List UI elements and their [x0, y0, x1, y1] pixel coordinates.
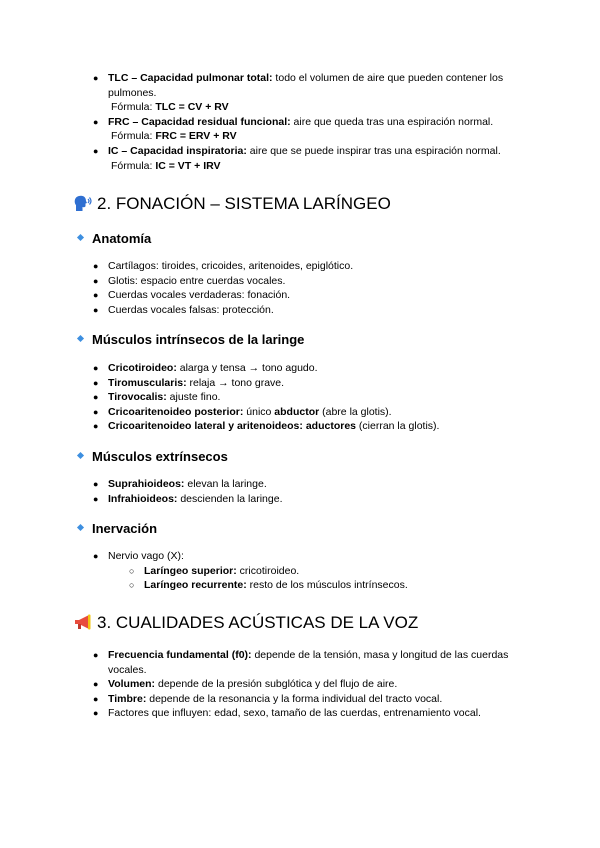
list-item: ● Cartílagos: tiroides, cricoides, aritenoides, epiglótico. — [93, 260, 354, 272]
formula-line: Fórmula: IC = VT + IRV — [111, 159, 221, 172]
formula: FRC = ERV + RV — [155, 130, 237, 143]
list-item: ● Glotis: espacio entre cuerdas vocales. — [93, 274, 286, 287]
list-item: ● Infrahioideos: descienden la laringe. — [93, 492, 283, 505]
bullet-icon: ● — [93, 392, 99, 403]
list-item: ● Factores que influyen: edad, sexo, tamaño de las cuerdas, entrenamiento vocal. — [93, 707, 481, 720]
innervation-list — [0, 549, 600, 593]
anatomy-list — [0, 259, 600, 317]
bullet-icon: ● — [93, 421, 99, 432]
formula: IC = VT + IRV — [155, 159, 221, 172]
megaphone-icon — [73, 613, 93, 631]
acoustic-qualities-list — [0, 648, 600, 721]
list-item — [93, 144, 548, 159]
bullet-icon: ● — [93, 275, 99, 286]
bullet-icon: ● — [93, 679, 99, 690]
list-item: ● Nervio vago (X): — [93, 550, 184, 562]
list-item: ● Cricoaritenoideo lateral y aritenoideos: aductores (cierran la glotis). — [93, 420, 440, 433]
subsection-heading: Músculos extrínsecos — [78, 448, 228, 466]
formula: TLC = CV + RV — [155, 101, 229, 114]
list-item — [93, 115, 548, 130]
section-title: 3. CUALIDADES ACÚSTICAS DE LA VOZ — [97, 613, 419, 632]
list-item: ● Cuerdas vocales falsas: protección. — [93, 303, 274, 316]
list-item: ● Cuerdas vocales verdaderas: fonación. — [93, 289, 291, 302]
bullet-icon: ● — [93, 290, 99, 301]
formula-line: Fórmula: TLC = CV + RV — [111, 101, 229, 114]
bullet-icon: ● — [93, 363, 99, 373]
bullet-icon: ● — [93, 493, 99, 504]
definition: todo el volumen de aire que pueden contener los pulmones. — [108, 72, 504, 99]
hollow-bullet-icon: ○ — [129, 580, 135, 591]
sub-list-item: ○ Laríngeo superior: cricotiroideo. — [129, 564, 300, 577]
bullet-icon: ● — [93, 708, 99, 719]
subsection-heading: Músculos intrínsecos de la laringe — [78, 331, 304, 349]
term: FRC – Capacidad residual funcional: — [108, 115, 291, 128]
list-item: ● Tiromuscularis: relaja → tono grave. — [93, 376, 285, 389]
list-item: ● Timbre: depende de la resonancia y la forma individual del tracto vocal. — [93, 692, 443, 705]
hollow-bullet-icon: ○ — [129, 565, 135, 576]
lung-volumes-list — [0, 71, 600, 173]
diamond-icon — [77, 234, 84, 241]
bullet-icon: ● — [93, 693, 99, 704]
intrinsic-muscles-list — [0, 361, 600, 434]
list-item: ● Cricotiroideo: alarga y tensa → tono agudo. — [93, 362, 318, 374]
bullet-icon: ● — [93, 377, 99, 388]
diamond-icon — [77, 524, 84, 531]
list-item: ● Cricoaritenoideo posterior: único abductor (abre la glotis). — [93, 405, 392, 418]
bullet-icon: ● — [93, 551, 99, 561]
bullet-icon: ● — [93, 73, 99, 83]
bullet-icon: ● — [93, 304, 99, 315]
bullet-icon: ● — [93, 650, 99, 660]
formula-line: Fórmula: FRC = ERV + RV — [111, 130, 237, 143]
list-item — [93, 71, 528, 100]
list-item: ● Frecuencia fundamental (f0): depende de la tensión, masa y longitud de las cuerdas vocales. — [93, 649, 509, 676]
term: TLC – Capacidad pulmonar total: — [108, 72, 273, 84]
sub-list-item: ○ Laríngeo recurrente: resto de los músculos intrínsecos. — [129, 579, 408, 592]
section-title: 2. FONACIÓN – SISTEMA LARÍNGEO — [97, 194, 391, 213]
bullet-icon: ● — [93, 145, 99, 156]
diamond-icon — [77, 452, 84, 459]
bullet-icon: ● — [93, 116, 99, 127]
extrinsic-muscles-list — [0, 477, 600, 506]
section-heading — [73, 193, 391, 215]
definition: aire que se puede inspirar tras una espiración normal. — [246, 144, 501, 157]
speaking-head-icon — [73, 194, 93, 212]
bullet-icon: ● — [93, 406, 99, 417]
definition: aire que queda tras una espiración normal. — [290, 115, 494, 128]
list-item: ● Suprahioideos: elevan la laringe. — [93, 478, 267, 490]
subsection-heading: Anatomía — [78, 230, 151, 248]
bullet-icon: ● — [93, 261, 99, 271]
diamond-icon — [77, 335, 84, 342]
term: IC – Capacidad inspiratoria: — [108, 144, 247, 157]
bullet-icon: ● — [93, 479, 99, 489]
subsection-heading: Inervación — [78, 520, 157, 538]
list-item: ● Volumen: depende de la presión subglótica y del flujo de aire. — [93, 678, 398, 691]
list-item: ● Tirovocalis: ajuste fino. — [93, 391, 221, 404]
section-heading — [73, 612, 418, 634]
